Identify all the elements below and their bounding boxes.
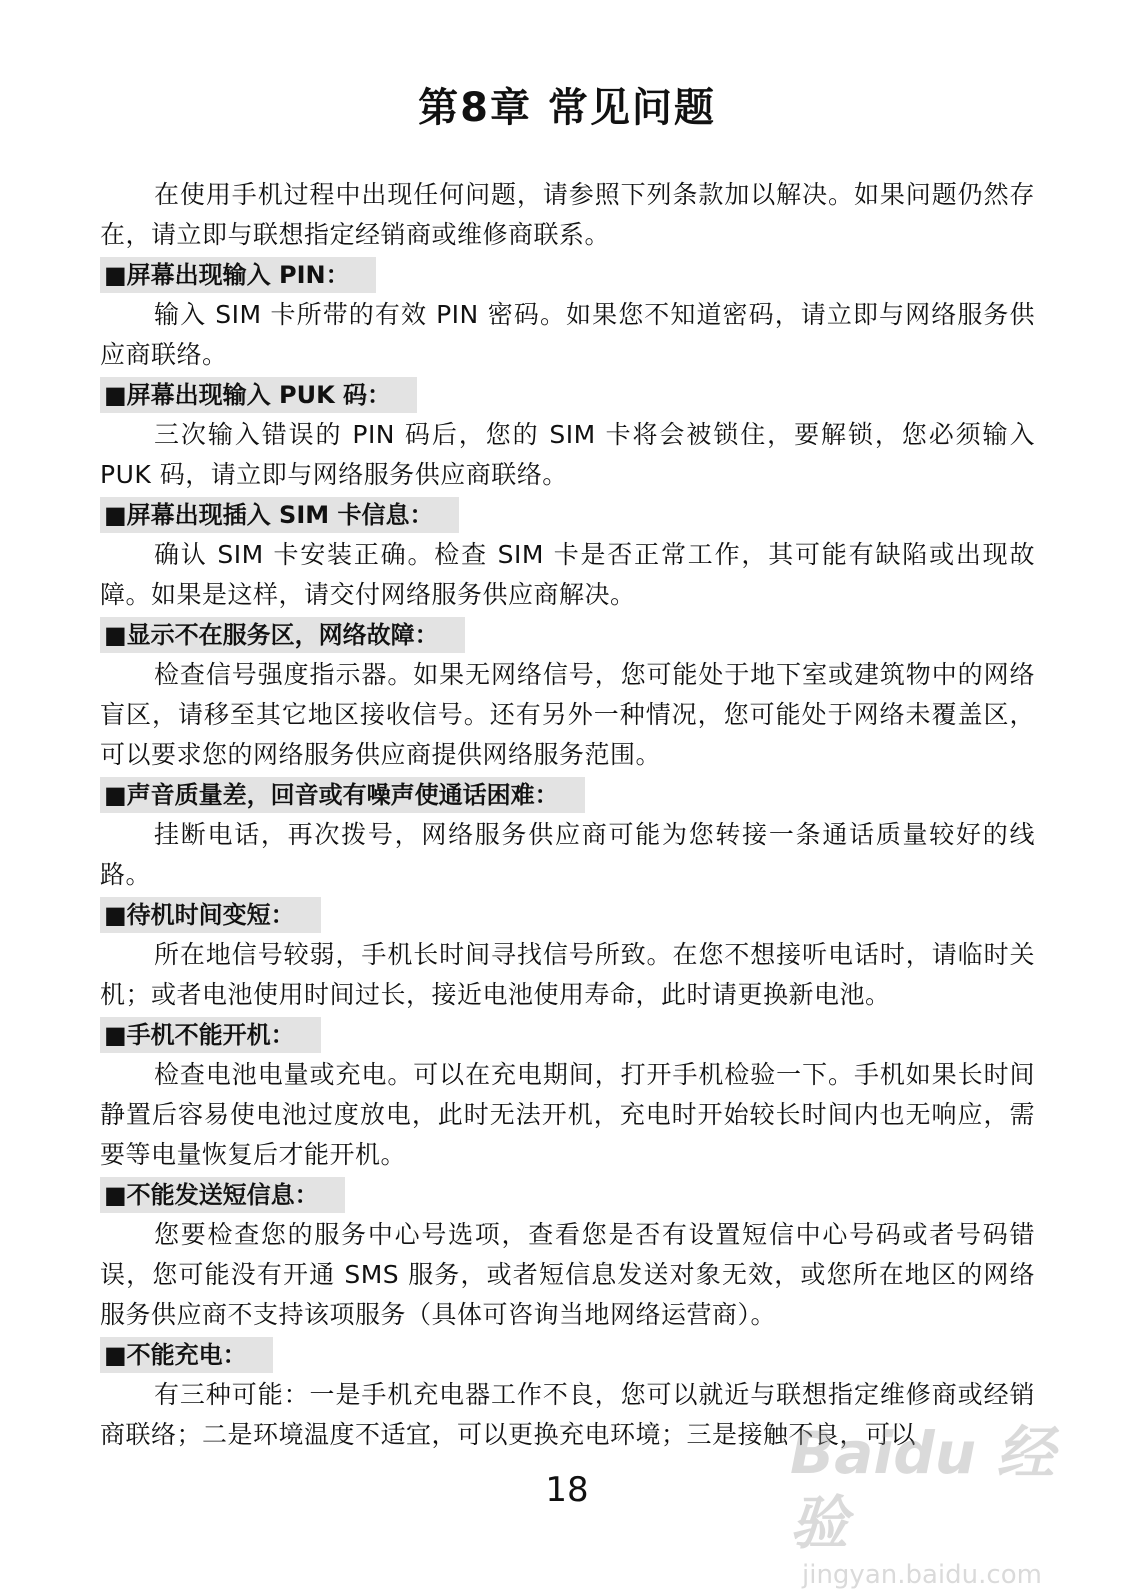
section-body: 有三种可能：一是手机充电器工作不良，您可以就近与联想指定维修商或经销商联络；二是环境温度不适宜，可以更换充电环境；三是接触不良，可以	[100, 1380, 1035, 1449]
section-heading: ■屏幕出现输入 PIN：	[100, 257, 376, 293]
faq-section	[100, 255, 1035, 375]
section-body: 确认 SIM 卡安装正确。检查 SIM 卡是否正常工作，其可能有缺陷或出现故障。如果是这样，请交付网络服务供应商解决。	[100, 540, 1035, 609]
chapter-title: 第8章 常见问题	[418, 85, 716, 131]
section-heading: ■待机时间变短：	[100, 897, 321, 933]
faq-section	[100, 895, 1035, 1015]
section-heading: ■手机不能开机：	[100, 1017, 321, 1053]
section-body: 三次输入错误的 PIN 码后，您的 SIM 卡将会被锁住，要解锁，您必须输入 PUK 码，请立即与网络服务供应商联络。	[100, 420, 1035, 489]
section-heading: ■不能发送短信息：	[100, 1177, 345, 1213]
section-heading: ■声音质量差，回音或有噪声使通话困难：	[100, 777, 585, 813]
faq-section	[100, 1175, 1035, 1335]
watermark-url: jingyan.baidu.com	[802, 1560, 1042, 1590]
section-body: 检查电池电量或充电。可以在充电期间，打开手机检验一下。手机如果长时间静置后容易使电池过度放电，此时无法开机，充电时开始较长时间内也无响应，需要等电量恢复后才能开机。	[100, 1060, 1035, 1169]
faq-section	[100, 375, 1035, 495]
faq-section	[100, 1015, 1035, 1175]
section-body: 输入 SIM 卡所带的有效 PIN 密码。如果您不知道密码，请立即与网络服务供应商联络。	[100, 300, 1035, 369]
faq-section	[100, 775, 1035, 895]
faq-section	[100, 615, 1035, 775]
section-body: 所在地信号较弱，手机长时间寻找信号所致。在您不想接听电话时，请临时关机；或者电池使用时间过长，接近电池使用寿命，此时请更换新电池。	[100, 940, 1035, 1009]
watermark-logo: Baidu 经验	[790, 1419, 1055, 1557]
page-number: 18	[545, 1470, 589, 1510]
section-body: 挂断电话，再次拨号，网络服务供应商可能为您转接一条通话质量较好的线路。	[100, 820, 1035, 889]
section-body: 您要检查您的服务中心号选项，查看您是否有设置短信中心号码或者号码错误，您可能没有开通 SMS 服务，或者短信息发送对象无效，或您所在地区的网络服务供应商不支持该项服务（具体可咨询当地网络运营商）。	[100, 1220, 1035, 1329]
section-heading: ■不能充电：	[100, 1337, 273, 1373]
section-heading: ■显示不在服务区，网络故障：	[100, 617, 465, 653]
section-body: 检查信号强度指示器。如果无网络信号，您可能处于地下室或建筑物中的网络盲区，请移至其它地区接收信号。还有另外一种情况，您可能处于网络未覆盖区，可以要求您的网络服务供应商提供网络服务范围。	[100, 660, 1035, 769]
section-heading: ■屏幕出现插入 SIM 卡信息：	[100, 497, 459, 533]
intro-paragraph: 在使用手机过程中出现任何问题，请参照下列条款加以解决。如果问题仍然存在，请立即与联想指定经销商或维修商联系。	[100, 180, 1035, 249]
faq-content	[100, 175, 1035, 1455]
section-heading: ■屏幕出现输入 PUK 码：	[100, 377, 417, 413]
faq-section	[100, 495, 1035, 615]
